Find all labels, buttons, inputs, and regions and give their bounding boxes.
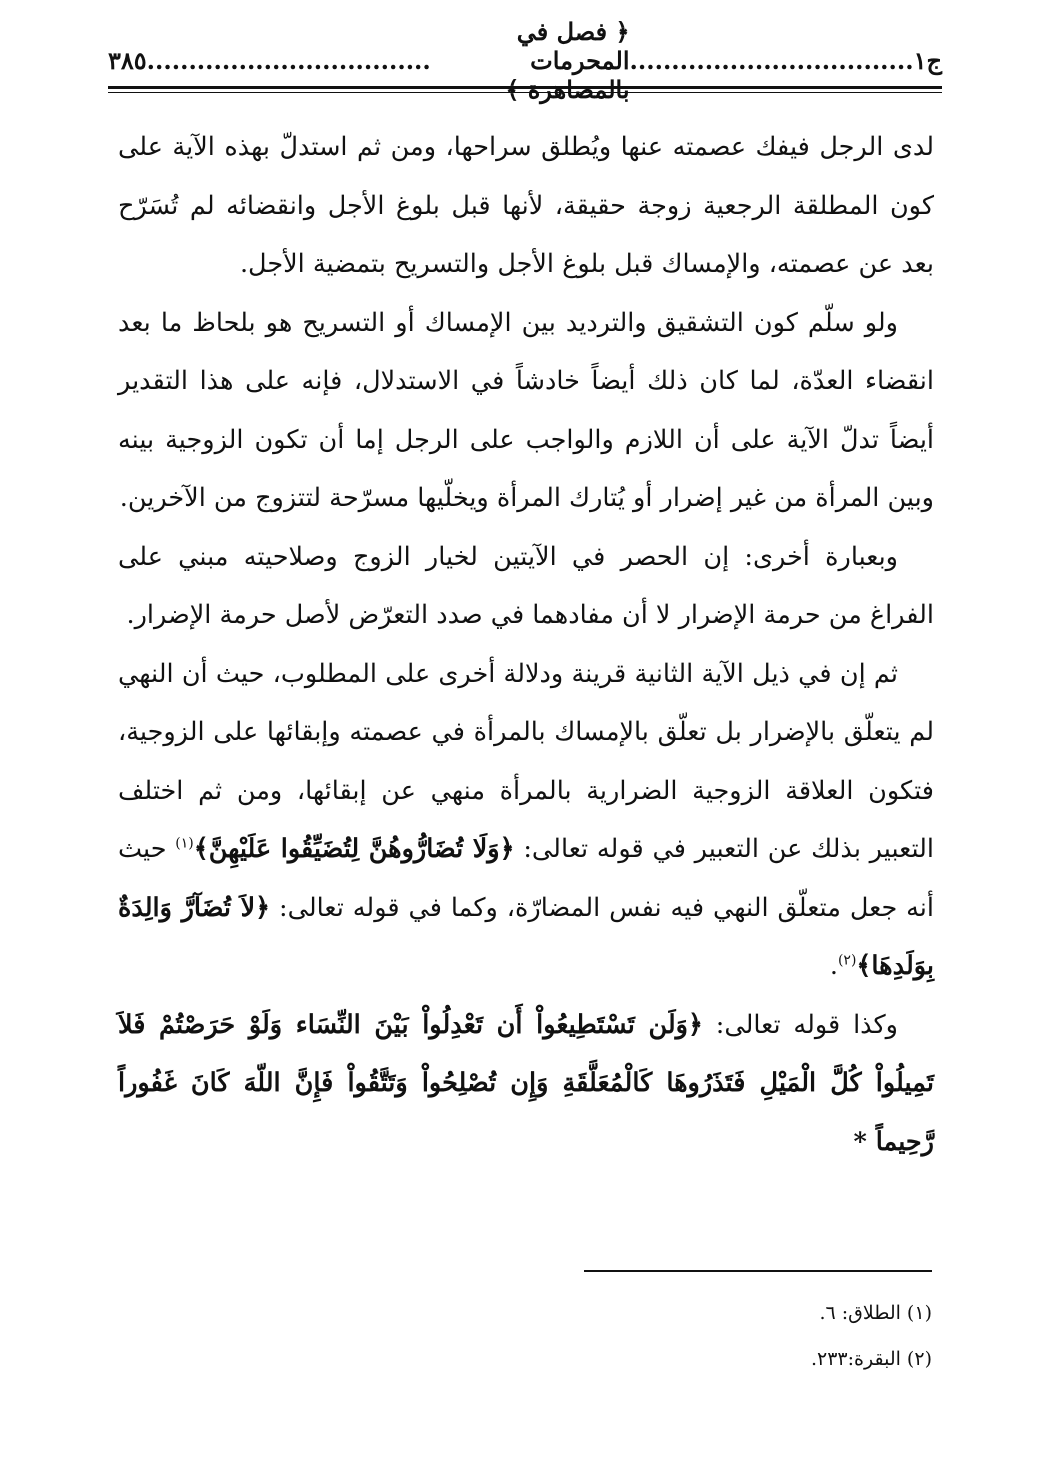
- quran-verse-1: ﴿وَلَا تُضَارُّوهُنَّ لِتُضَيِّقُوا عَلَيْهِنَّ﴾: [193, 834, 515, 864]
- quran-verse-2: ﴿لاَ تُضَآرَّ وَالِدَةٌ بِوَلَدِهَا﴾: [118, 892, 934, 981]
- chapter-title: ﴿ فصل في المحرمات بالمصاهرة ﴾: [505, 16, 630, 104]
- paragraph-5: [118, 996, 934, 1172]
- footnote-rule: [584, 1270, 932, 1272]
- paragraph-1: لدى الرجل فيفك عصمته عنها ويُطلق سراحها، ومن ثم استدلّ بهذه الآية على كون المطلقة الرجعية زوجة حقيقة، لأنها قبل بلوغ الأجل وانقضائه لم تُسَرّح بعد عن عصمته، والإمساك قبل بلوغ الأجل والتسريح بتمضية الأجل.: [118, 132, 934, 279]
- main-text: [118, 118, 934, 1171]
- footnote-ref-1[interactable]: (١): [175, 835, 194, 852]
- paragraph-2: ولو سلّم كون التشقيق والترديد بين الإمساك أو التسريح هو بلحاظ ما بعد انقضاء العدّة، لما كان ذلك أيضاً خادشاً في الاستدلال، فإنه على هذا التقدير أيضاً تدلّ الآية على أن اللازم والواجب على الرجل إما أن تكون الزوجية بينه وبين المرأة من غير إضرار أو يُتارك المرأة ويخلّيها مسرّحة لتتزوج من الآخرين.: [118, 307, 934, 513]
- paragraph-5-text: وكذا قوله تعالى:: [715, 1009, 898, 1040]
- running-header: [108, 16, 942, 104]
- page-number: ٣٨٥: [108, 45, 147, 75]
- paragraph-4-text-a: ثم إن في ذيل الآية الثانية قرينة ودلالة أخرى على المطلوب، حيث أن النهي لم يتعلّق بالإضرار بل تعلّق بالإمساك بالمرأة في عصمته وإبقائها على الزوجية، فتكون العلاقة الزوجية الضرارية بالمرأة منهي عن إبقائها، ومن ثم اختلف التعبير بذلك عن التعبير في قوله تعالى:: [118, 658, 934, 864]
- quran-verse-3: ﴿وَلَن تَسْتَطِيعُواْ أَن تَعْدِلُواْ بَيْنَ النِّسَاء وَلَوْ حَرَصْتُمْ فَلاَ تَمِيلُواْ كُلَّ الْمَيْلِ فَتَذَرُوهَا كَالْمُعَلَّقَةِ وَإِن تُصْلِحُواْ وَتَتَّقُواْ فَإِنَّ اللّهَ كَانَ غَفُوراً رَّحِيماً *: [118, 1009, 934, 1157]
- footnote-2: (٢) البقرة:٢٣٣.: [810, 1348, 932, 1370]
- paragraph-4-end: .: [829, 951, 838, 981]
- paragraph-3: وبعبارة أخرى: إن الحصر في الآيتين لخيار الزوج وصلاحيته مبني على الفراغ من حرمة الإضرار لا أن مفادهما في صدد التعرّض لأصل حرمة الإضرار.: [118, 541, 934, 630]
- paragraph-4-text-b: حيث أنه جعل متعلّق النهي فيه نفس المضارّة، وكما في قوله تعالى:: [118, 834, 934, 923]
- footnote-1: (١) الطلاق: ٦.: [819, 1302, 932, 1324]
- paragraph-4: [118, 645, 934, 996]
- volume-label: ج١: [913, 45, 942, 75]
- header-dots-left: ..................................: [146, 45, 431, 75]
- header-rule: [108, 86, 942, 93]
- header-dots-right: ..................................: [629, 45, 914, 75]
- footnote-ref-2[interactable]: (٢): [837, 952, 857, 969]
- footnotes: [584, 1290, 932, 1382]
